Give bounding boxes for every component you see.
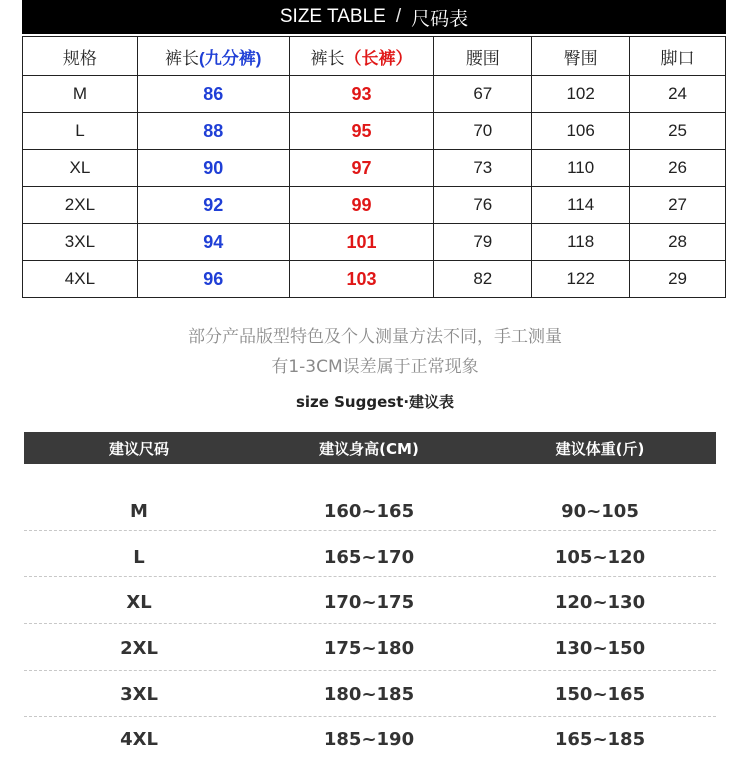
header-length-cropped-note: (九分裤) — [199, 48, 262, 68]
cell-cropped: 94 — [137, 224, 289, 261]
cell-full: 99 — [289, 187, 434, 224]
suggest-height: 175~180 — [323, 638, 415, 659]
header-size: 规格 — [23, 37, 138, 76]
table-row — [23, 187, 726, 224]
header-length-cropped — [137, 37, 289, 76]
suggest-row — [24, 489, 716, 534]
cell-waist: 67 — [434, 76, 532, 113]
cell-full: 101 — [289, 224, 434, 261]
suggest-row — [24, 535, 716, 580]
cell-hip: 114 — [532, 187, 630, 224]
cell-cropped: 96 — [137, 261, 289, 298]
cell-hip: 122 — [532, 261, 630, 298]
cell-hip: 118 — [532, 224, 630, 261]
cell-size: 4XL — [23, 261, 138, 298]
cell-full: 97 — [289, 150, 434, 187]
suggest-weight: 150~165 — [554, 684, 646, 705]
suggest-title: size Suggest·建议表 — [295, 393, 455, 411]
table-row — [23, 76, 726, 113]
suggest-size: 2XL — [120, 638, 158, 659]
suggest-row — [24, 580, 716, 625]
cell-size: L — [23, 113, 138, 150]
row-divider — [24, 530, 716, 531]
cell-hem: 25 — [630, 113, 726, 150]
suggest-height: 160~165 — [323, 501, 415, 522]
header-length-full-note: （长裤） — [344, 48, 413, 68]
cell-cropped: 86 — [137, 76, 289, 113]
cell-size: 2XL — [23, 187, 138, 224]
suggest-height: 185~190 — [323, 729, 415, 750]
cell-hem: 24 — [630, 76, 726, 113]
table-row — [23, 113, 726, 150]
size-table-title-cn: 尺码表 — [411, 8, 469, 30]
table-row — [23, 261, 726, 298]
cell-cropped: 92 — [137, 187, 289, 224]
cell-full: 93 — [289, 76, 434, 113]
size-table-header-row — [23, 37, 726, 76]
suggest-size: 4XL — [120, 729, 158, 750]
size-table — [22, 36, 726, 298]
cell-size: 3XL — [23, 224, 138, 261]
suggest-weight: 165~185 — [554, 729, 646, 750]
header-length-full — [289, 37, 434, 76]
cell-size: XL — [23, 150, 138, 187]
measurement-note-line2: 有1-3CM误差属于正常现象 — [271, 357, 479, 377]
suggest-size: L — [133, 547, 145, 568]
cell-waist: 73 — [434, 150, 532, 187]
cell-hip: 102 — [532, 76, 630, 113]
cell-hem: 29 — [630, 261, 726, 298]
suggest-size: XL — [126, 592, 152, 613]
suggest-weight: 130~150 — [554, 638, 646, 659]
cell-hem: 27 — [630, 187, 726, 224]
cell-waist: 70 — [434, 113, 532, 150]
row-divider — [24, 623, 716, 624]
table-row — [23, 224, 726, 261]
cell-waist: 79 — [434, 224, 532, 261]
suggest-row — [24, 626, 716, 671]
suggest-header-size: 建议尺码 — [108, 439, 169, 458]
suggest-size: M — [130, 501, 148, 522]
cell-cropped: 88 — [137, 113, 289, 150]
row-divider — [24, 670, 716, 671]
header-hem: 脚口 — [630, 37, 726, 76]
cell-size: M — [23, 76, 138, 113]
cell-hip: 110 — [532, 150, 630, 187]
cell-waist: 82 — [434, 261, 532, 298]
row-divider — [24, 576, 716, 577]
suggest-weight: 105~120 — [554, 547, 646, 568]
suggest-weight: 90~105 — [561, 501, 639, 522]
cell-full: 103 — [289, 261, 434, 298]
suggest-header-height: 建议身高(CM) — [319, 439, 419, 458]
cell-waist: 76 — [434, 187, 532, 224]
header-waist: 腰围 — [434, 37, 532, 76]
suggest-height: 165~170 — [323, 547, 415, 568]
header-length-cropped-prefix: 裤长 — [165, 48, 200, 68]
cell-hem: 28 — [630, 224, 726, 261]
header-length-full-prefix: 裤长 — [310, 48, 345, 68]
title-separator: / — [395, 6, 402, 27]
size-table-title-band — [22, 0, 726, 34]
cell-hem: 26 — [630, 150, 726, 187]
suggest-height: 180~185 — [323, 684, 415, 705]
suggest-row — [24, 672, 716, 717]
cell-hip: 106 — [532, 113, 630, 150]
cell-full: 95 — [289, 113, 434, 150]
suggest-header-row — [24, 432, 716, 464]
header-hip: 臀围 — [532, 37, 630, 76]
measurement-note-line1: 部分产品版型特色及个人测量方法不同，手工测量 — [188, 327, 562, 347]
suggest-weight: 120~130 — [554, 592, 646, 613]
size-table-title: SIZE TABLE — [279, 6, 386, 27]
suggest-height: 170~175 — [323, 592, 415, 613]
suggest-row — [24, 717, 716, 762]
cell-cropped: 90 — [137, 150, 289, 187]
suggest-size: 3XL — [120, 684, 158, 705]
table-row — [23, 150, 726, 187]
suggest-header-weight: 建议体重(斤) — [555, 439, 645, 458]
